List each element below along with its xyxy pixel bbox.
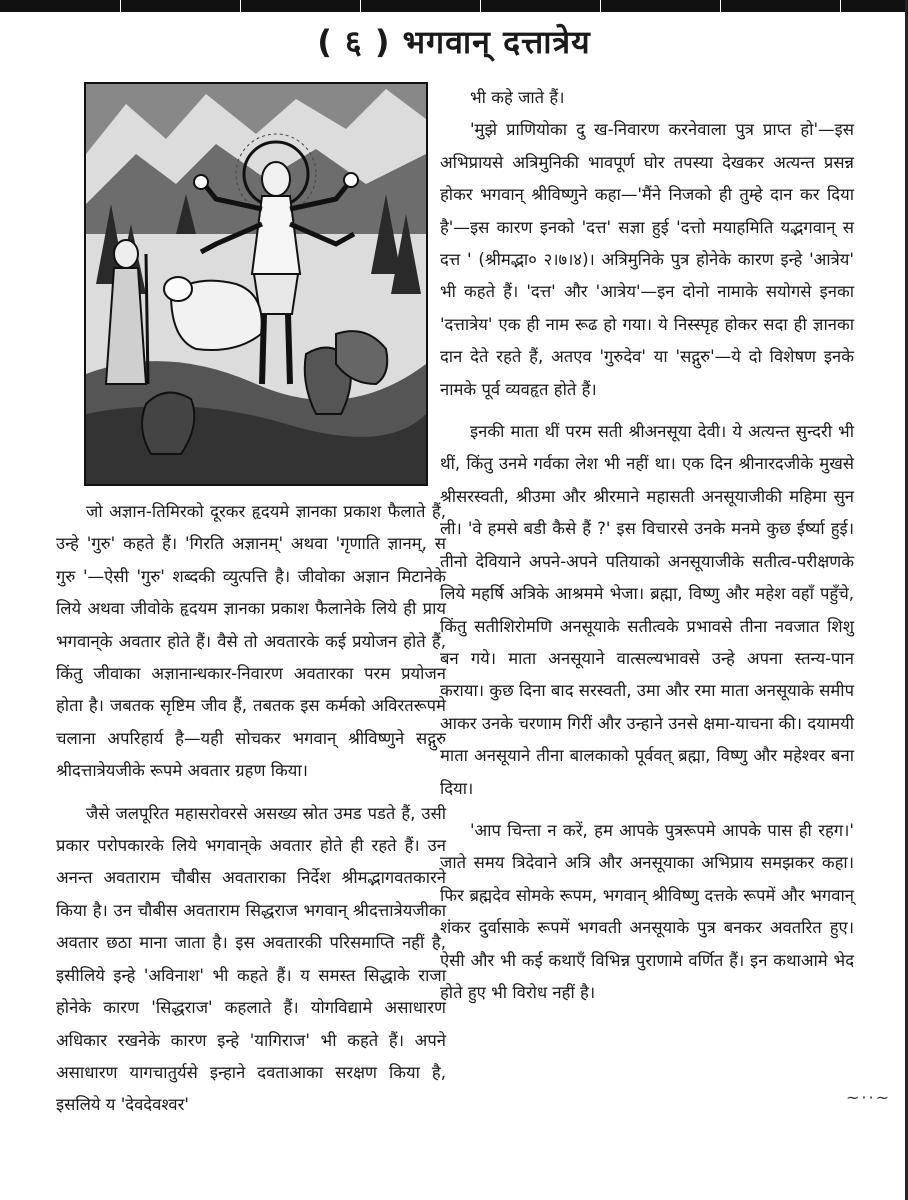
right-text-column [440, 82, 854, 1009]
paragraph: 'मुझे प्राणियोका दु ख-निवारण करनेवाला पुत्र प्राप्त हो'—इस अभिप्रायसे अत्रिमुनिकी भावपूर्ण घोर तपस्या देखकर अत्यन्त प्रसन्न होकर भगवान् श्रीविष्णुने कहा—'मैंने निजको ही तुम्हे दान कर दिया है'—इस कारण इनको 'दत्त' सज्ञा हुई 'दत्तो मयाहमिति यद्भगवान् स दत्त ' (श्रीमद्भा० २।७।४)। अत्रिमुनिके पुत्र होनेके कारण इन्हे 'आत्रेय' भी कहते हैं। 'दत्त' और 'आत्रेय'—इन दोनो नामाके सयोगसे इनका 'दत्तात्रेय' एक ही नाम रूढ हो गया। ये निस्स्पृह होकर सदा ही ज्ञानका दान देते रहते हैं, अतएव 'गुरुदेव' या 'सद्गुरु'—ये दो विशेषण इनके नामके पूर्व व्यवहृत होते हैं। [440, 120, 854, 399]
left-text-column [56, 496, 446, 1122]
page-title: ( ६ ) भगवान् दत्तात्रेय [317, 23, 591, 61]
paragraph: जैसे जलपूरित महासरोवरसे असख्य स्रोत उमड पडते हैं, उसी प्रकार परोपकारके लिये भगवान्‌के अवतार होते ही रहते हैं। उन अनन्त अवताराम चौबीस अवताराका निर्देश श्रीमद्भागवतकारने किया है। उन चौबीस अवताराम सिद्धराज भगवान् श्रीदत्तात्रेयजीका अवतार छठा माना जाता है। इस अवतारकी परिसमाप्ति नहीं है, इसीलिये इन्हे 'अविनाश' भी कहते हैं। य समस्त सिद्धाके राजा होनेके कारण 'सिद्धराज' कहलाते हैं। योगविद्यामे असाधारण अधिकार रखनेके कारण इन्हे 'यागिराज' भी कहते हैं। अपने असाधारण यागचातुर्यसे इन्हाने दवताआका सरक्षण किया है, इसलिये य 'देवदेवश्वर' [56, 803, 446, 1115]
scan-top-border [0, 0, 908, 12]
paragraph: इनकी माता थीं परम सती श्रीअनसूया देवी। ये अत्यन्त सुन्दरी भी थीं, किंतु उनमे गर्वका लेश भी नहीं था। एक दिन श्रीनारदजीके मुखसे श्रीसरस्वती, श्रीउमा और श्रीरमाने महासती अनसूयाजीकी महिमा सुन ली। 'वे हमसे बडी कैसे हैं ?' इस विचारसे उनके मनमे कुछ ईर्ष्या हुई। तीनो देवियाने अपने-अपने पतियाको अनसूयाजीके सतीत्व-परीक्षणके लिये महर्षि अत्रिके आश्रममे भेजा। ब्रह्मा, विष्णु और महेश वहाँ पहुँचे, किंतु सतीशिरोमणि अनसूयाके सतीत्वके प्रभावसे तीना नवजात शिशु बन गये। माता अनसूयाने वात्सल्यभावसे उन्हे अपना स्तन्य-पान कराया। कुछ दिना बाद सरस्वती, उमा और रमा माता अनसूयाके समीप आकर उनके चरणाम गिरीं और उन्हाने उनसे क्षमा-याचना की। दयामयी माता अनसूयाने तीना बालकाको पूर्ववत् ब्रह्मा, विष्णु और महेश्वर बना दिया। [440, 422, 854, 798]
dattatreya-illustration [84, 82, 428, 486]
paragraph: 'आप चिन्ता न करें, हम आपके पुत्ररूपमे आपके पास ही रहग।' जाते समय त्रिदेवाने अत्रि और अनसूयाका अभिप्राय समझकर कहा। फिर ब्रह्मदेव सोमके रूपम, भगवान् श्रीविष्णु दत्तके रूपमें और भगवान् शंकर दुर्वासाके रूपमें भगवती अनसूयाके पुत्र बनकर अवतरित हुए। ऐसी और भी कई कथाएँ विभिन्न पुराणामे वर्णित हैं। इन कथाआमे भेद होते हुए भी विरोध नहीं है। [440, 820, 854, 1002]
scan-smudge: ~··~ [846, 1088, 891, 1107]
paragraph: भी कहे जाते हैं। [470, 88, 565, 107]
paragraph: जो अज्ञान-तिमिरको दूरकर हृदयमे ज्ञानका प्रकाश फैलाते हैं, उन्हे 'गुरु' कहते हैं। 'गिरति अज्ञानम्' अथवा 'गृणाति ज्ञानम्, स गुरु '—ऐसी 'गुरु' शब्दकी व्युत्पत्ति है। जीवोका अज्ञान मिटानेके लिये अथवा जीवोके हृदयम ज्ञानका प्रकाश फैलानेके लिये ही प्राय भगवान्‌के अवतार होते हैं। वैसे तो अवतारके कई प्रयोजन होते हैं, किंतु जीवाका अज्ञानान्धकार-निवारण अवतारका परम प्रयोजन होता है। जबतक सृष्टिम जीव हैं, तबतक इस कर्मको अविरतरूपमे चलाना अपरिहार्य है—यही सोचकर भगवान् श्रीविष्णुने सद्गुरु श्रीदत्तात्रेयजीके रूपमे अवतार ग्रहण किया। [56, 502, 446, 781]
